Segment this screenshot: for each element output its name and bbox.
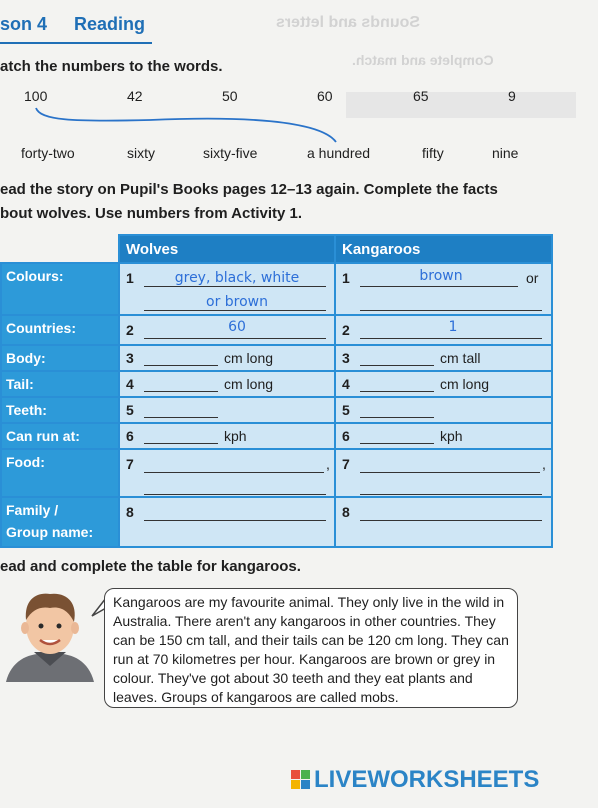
wolves-cell: [119, 345, 335, 371]
liveworksheets-logo-icon: [291, 770, 311, 790]
activity1-instruction: atch the numbers to the words.: [0, 58, 223, 75]
wolves-cell: [119, 371, 335, 397]
lesson-title: Reading: [74, 14, 146, 34]
item-number: 8: [126, 504, 134, 520]
word-item[interactable]: nine: [492, 145, 519, 161]
row-label: Body:: [1, 345, 119, 371]
word-item[interactable]: fifty: [422, 145, 444, 161]
kangaroos-cell: [335, 371, 552, 397]
answer-blank[interactable]: [360, 377, 434, 392]
answer-blank[interactable]: [360, 296, 542, 311]
activity3-instruction: ead and complete the table for kangaroos.: [0, 558, 301, 575]
item-number: 3: [126, 350, 134, 366]
kangaroos-cell: [335, 315, 552, 345]
answer-blank[interactable]: [360, 480, 542, 495]
bleed-through-instruction: Complete and match.: [352, 52, 494, 68]
answer-blank[interactable]: [360, 351, 434, 366]
unit-label: cm long: [224, 350, 274, 366]
row-label-line2: Group name:: [6, 524, 94, 540]
item-number: 2: [126, 322, 134, 338]
word-item[interactable]: sixty-five: [203, 145, 258, 161]
number-item[interactable]: 60: [317, 88, 333, 104]
answer-blank[interactable]: [144, 403, 218, 418]
kangaroos-cell: [335, 345, 552, 371]
row-label: Tail:: [1, 371, 119, 397]
match-line: [0, 100, 400, 150]
word-item[interactable]: sixty: [127, 145, 155, 161]
wolves-cell: [119, 397, 335, 423]
answer-blank[interactable]: [360, 403, 434, 418]
story-bubble: [104, 588, 518, 708]
words-row: [0, 145, 560, 165]
row-label: Countries:: [1, 315, 119, 345]
handwritten-answer[interactable]: or brown: [206, 294, 268, 310]
wolves-cell: [119, 423, 335, 449]
header-underline: [0, 42, 152, 44]
answer-blank[interactable]: [144, 480, 326, 495]
number-item[interactable]: 65: [413, 88, 429, 104]
item-number: 7: [126, 456, 134, 472]
kangaroos-cell: [335, 263, 552, 315]
word-item[interactable]: a hundred: [307, 145, 371, 161]
number-item[interactable]: 9: [508, 88, 516, 104]
bleed-through-title: Sounds and letters: [276, 14, 421, 31]
row-label: Food:: [1, 449, 119, 497]
unit-label: cm tall: [440, 350, 481, 366]
wolves-cell: [119, 449, 335, 497]
answer-suffix: ,: [542, 456, 546, 472]
facts-table: [0, 234, 553, 548]
lesson-header: [0, 10, 152, 38]
column-header-kangaroos: Kangaroos: [335, 235, 552, 263]
row-label: Colours:: [1, 263, 119, 315]
liveworksheets-logo: LIVEWORKSHEETS: [314, 766, 540, 793]
answer-blank[interactable]: [144, 429, 218, 444]
item-number: 6: [342, 428, 350, 444]
row-label: [1, 497, 119, 547]
row-label: Teeth:: [1, 397, 119, 423]
answer-blank[interactable]: [144, 458, 324, 473]
wolves-cell: [119, 497, 335, 547]
item-number: 7: [342, 456, 350, 472]
kangaroos-cell: [335, 449, 552, 497]
handwritten-answer[interactable]: 60: [228, 319, 246, 335]
answer-blank[interactable]: [144, 351, 218, 366]
word-item[interactable]: forty-two: [21, 145, 75, 161]
item-number: 4: [342, 376, 350, 392]
item-number: 1: [126, 270, 134, 286]
unit-label: cm long: [440, 376, 490, 392]
answer-blank[interactable]: [360, 506, 542, 521]
kangaroos-cell: [335, 397, 552, 423]
item-number: 3: [342, 350, 350, 366]
answer-blank[interactable]: [360, 458, 540, 473]
number-item[interactable]: 50: [222, 88, 238, 104]
unit-label: kph: [440, 428, 463, 444]
story-text: Kangaroos are my favourite animal. They only live in the wild in Australia. There aren't any kangaroos in other countries. They can be 150 cm tall, and their tails can be 120 cm long. They can run at 70 kilometres per hour. Kangaroos are brown or grey in colour. They've got about 30 teeth and they eat plants and leaves. Groups of kangaroos are called mobs.: [113, 594, 509, 705]
kangaroos-cell: [335, 497, 552, 547]
number-item[interactable]: 100: [24, 88, 48, 104]
unit-label: cm long: [224, 376, 274, 392]
wolves-cell: [119, 263, 335, 315]
handwritten-answer[interactable]: brown: [419, 268, 463, 284]
row-label: Can run at:: [1, 423, 119, 449]
answer-blank[interactable]: [360, 429, 434, 444]
activity2-instruction-line1: ead the story on Pupil's Books pages 12–13 again. Complete the facts: [0, 181, 498, 198]
item-number: 5: [126, 402, 134, 418]
item-number: 5: [342, 402, 350, 418]
kangaroos-cell: [335, 423, 552, 449]
wolves-cell: [119, 315, 335, 345]
lesson-number: son 4: [0, 14, 48, 34]
handwritten-answer[interactable]: 1: [448, 319, 458, 335]
handwritten-answer[interactable]: grey, black, white: [174, 270, 300, 286]
activity2-instruction-line2: bout wolves. Use numbers from Activity 1.: [0, 205, 303, 222]
answer-blank[interactable]: [144, 506, 326, 521]
row-label-line1: Family /: [6, 502, 59, 518]
item-number: 8: [342, 504, 350, 520]
boy-illustration: [4, 586, 96, 682]
column-header-wolves: Wolves: [119, 235, 335, 263]
item-number: 2: [342, 322, 350, 338]
answer-blank[interactable]: [144, 377, 218, 392]
corner-cell: [1, 235, 119, 263]
answer-suffix: ,: [326, 456, 330, 472]
answer-suffix: or: [526, 270, 539, 286]
item-number: 1: [342, 270, 350, 286]
unit-label: kph: [224, 428, 247, 444]
item-number: 4: [126, 376, 134, 392]
item-number: 6: [126, 428, 134, 444]
number-item[interactable]: 42: [127, 88, 143, 104]
